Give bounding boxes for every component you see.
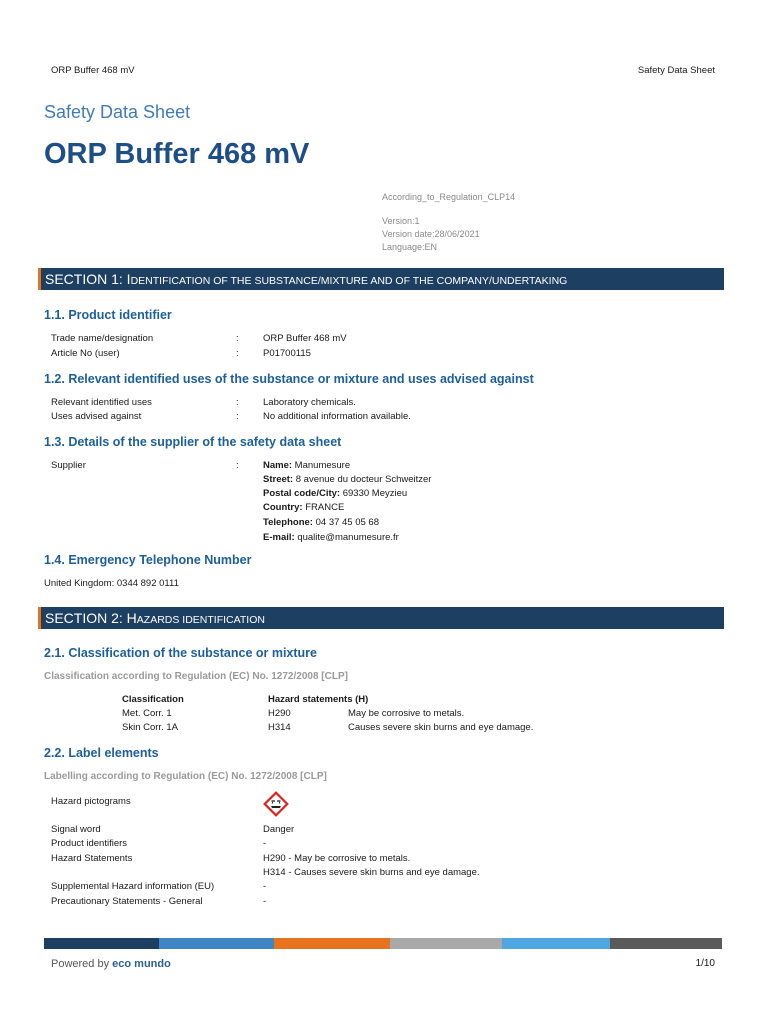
section-2-title: SECTION 2: HAZARDS IDENTIFICATION <box>45 610 265 626</box>
identified-uses-value: Laboratory chemicals. <box>263 397 356 408</box>
article-no-label: Article No (user) <box>51 348 120 359</box>
subsection-2-2-title: 2.2. Label elements <box>44 746 159 760</box>
hazard-statements-column-header: Hazard statements (H) <box>268 694 369 705</box>
precautionary-general-label: Precautionary Statements - General <box>51 896 203 907</box>
supplier-telephone: Telephone: 04 37 45 05 68 <box>263 517 380 528</box>
hazard-statement-h314: H314 - Causes severe skin burns and eye damage. <box>263 867 480 878</box>
uses-advised-against-label: Uses advised against <box>51 411 142 422</box>
footer-bar-segment <box>502 938 610 949</box>
subsection-2-1-title: 2.1. Classification of the substance or mixture <box>44 646 317 660</box>
supplier-label: Supplier <box>51 460 86 471</box>
section-accent <box>38 268 41 290</box>
colon: : <box>236 460 239 471</box>
signal-word-label: Signal word <box>51 824 101 835</box>
document-title: ORP Buffer 468 mV <box>44 138 310 170</box>
labelling-regulation-subtitle: Labelling according to Regulation (EC) No. 1272/2008 [CLP] <box>44 771 327 782</box>
section-2-header <box>38 607 724 629</box>
trade-name-value: ORP Buffer 468 mV <box>263 333 347 344</box>
classification-cell: Met. Corr. 1 <box>122 708 172 719</box>
document-kind: Safety Data Sheet <box>44 102 191 122</box>
product-identifiers-label: Product identifiers <box>51 838 128 849</box>
hazard-code-cell: H314 <box>268 722 291 733</box>
classification-regulation-subtitle: Classification according to Regulation (EC) No. 1272/2008 [CLP] <box>44 671 348 682</box>
identified-uses-label: Relevant identified uses <box>51 397 152 408</box>
hazard-code-cell: H290 <box>268 708 291 719</box>
page-number: 1/10 <box>695 958 715 969</box>
colon: : <box>236 397 239 408</box>
footer-color-bar <box>44 938 722 949</box>
subsection-1-4-title: 1.4. Emergency Telephone Number <box>44 553 252 567</box>
subsection-1-3-title: 1.3. Details of the supplier of the safety data sheet <box>44 435 342 449</box>
supplemental-hazard-label: Supplemental Hazard information (EU) <box>51 881 215 892</box>
signal-word-value: Danger <box>263 824 295 835</box>
article-no-value: P01700115 <box>263 348 311 359</box>
meta-regulation: According_to_Regulation_CLP14 <box>382 192 516 202</box>
trade-name-label: Trade name/designation <box>51 333 154 344</box>
supplier-street: Street: 8 avenue du docteur Schweitzer <box>263 474 432 485</box>
meta-version: Version:1 <box>382 216 420 226</box>
classification-cell: Skin Corr. 1A <box>122 722 178 733</box>
classification-column-header: Classification <box>122 694 184 705</box>
emergency-phone: United Kingdom: 0344 892 0111 <box>44 578 179 589</box>
section-accent <box>38 607 41 629</box>
meta-version-date: Version date:28/06/2021 <box>382 229 480 239</box>
uses-advised-against-value: No additional information available. <box>263 411 411 422</box>
supplemental-hazard-value: - <box>263 881 267 892</box>
header-product-name: ORP Buffer 468 mV <box>51 65 135 76</box>
hazard-statement-h290: H290 - May be corrosive to metals. <box>263 853 411 864</box>
meta-language: Language:EN <box>382 242 438 252</box>
footer-bar-segment <box>159 938 274 949</box>
footer-bar-segment <box>610 938 722 949</box>
footer-bar-segment <box>390 938 502 949</box>
supplier-country: Country: FRANCE <box>263 502 345 513</box>
section-1-header <box>38 268 724 290</box>
subsection-1-2-title: 1.2. Relevant identified uses of the substance or mixture and uses advised against <box>44 372 534 386</box>
ghs05-corrosion-icon <box>263 791 289 817</box>
hazard-statement-cell: Causes severe skin burns and eye damage. <box>348 722 534 733</box>
footer-bar-segment <box>274 938 390 949</box>
colon: : <box>236 348 239 359</box>
powered-by-logo: Powered by eco mundo <box>51 958 171 970</box>
precautionary-general-value: - <box>263 896 267 907</box>
colon: : <box>236 333 239 344</box>
supplier-name: Name: Manumesure <box>263 460 351 471</box>
supplier-postal-city: Postal code/City: 69330 Meyzieu <box>263 488 408 499</box>
colon: : <box>236 411 239 422</box>
section-1-title: SECTION 1: IDENTIFICATION OF THE SUBSTANCE/MIXTURE AND OF THE COMPANY/UNDERTAKING <box>45 271 568 287</box>
supplier-email[interactable]: E-mail: qualite@manumesure.fr <box>263 532 399 543</box>
hazard-statements-label: Hazard Statements <box>51 853 133 864</box>
hazard-statement-cell: May be corrosive to metals. <box>348 708 465 719</box>
footer-bar-segment <box>44 938 159 949</box>
subsection-1-1-title: 1.1. Product identifier <box>44 308 172 322</box>
hazard-pictograms-label: Hazard pictograms <box>51 796 131 807</box>
header-document-type: Safety Data Sheet <box>637 65 715 76</box>
product-identifiers-value: - <box>263 838 267 849</box>
